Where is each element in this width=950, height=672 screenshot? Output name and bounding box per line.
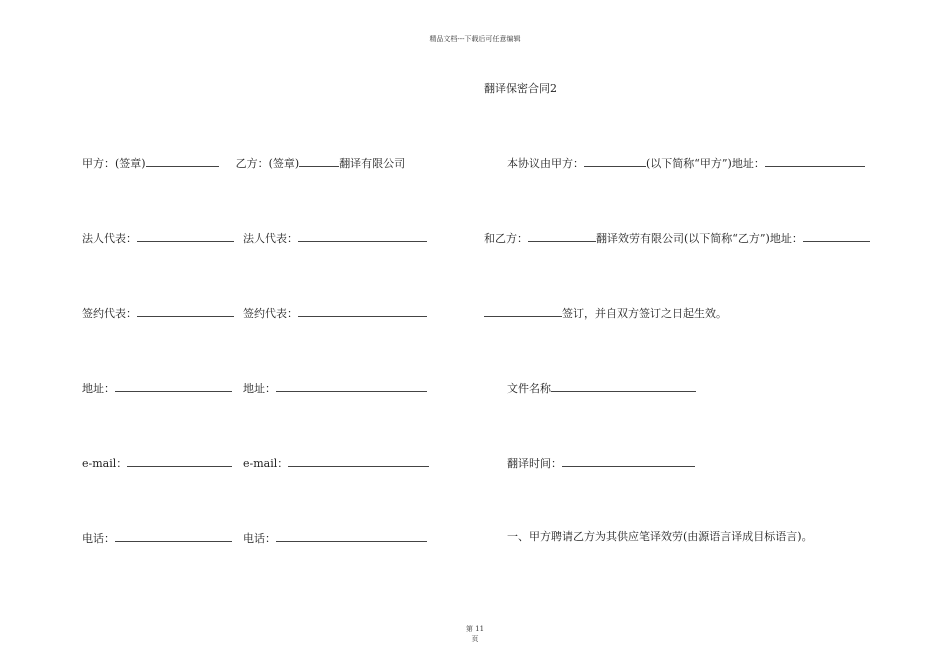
legal-rep-b-row: [243, 230, 427, 246]
phone-a-blank: [115, 530, 232, 542]
email-b-label: e-mail：: [243, 457, 289, 470]
page-number: 11: [475, 625, 485, 633]
email-a-label: e-mail：: [82, 457, 128, 470]
file-name-label: 文件名称: [507, 382, 551, 395]
sign-rep-b-row: [243, 305, 427, 321]
signing-location-blank: [484, 305, 562, 317]
party-b-address-blank: [803, 230, 870, 242]
legal-rep-b-blank: [298, 230, 427, 242]
sign-rep-b-blank: [298, 305, 427, 317]
effective-row: [484, 305, 727, 321]
party-b-label: 乙方：(签章): [235, 157, 300, 170]
email-b-blank: [288, 455, 429, 467]
translation-time-blank: [562, 455, 695, 467]
address-b-label: 地址：: [243, 382, 276, 395]
email-a-row: [82, 455, 232, 471]
email-b-row: [243, 455, 429, 471]
agreement-intro-after: (以下简称“甲方”)地址：: [646, 157, 765, 170]
phone-b-row: [243, 530, 427, 546]
legal-rep-a-label: 法人代表：: [82, 232, 137, 245]
party-b-blank: [299, 155, 339, 167]
address-a-row: [82, 380, 232, 396]
party-a-name-blank: [584, 155, 646, 167]
sign-rep-a-row: [82, 305, 234, 321]
signed-effective-text: 签订，并自双方签订之日起生效。: [562, 307, 727, 320]
page-suffix: 页: [471, 635, 479, 643]
translation-time-row: [507, 455, 695, 471]
phone-a-label: 电话：: [82, 532, 115, 545]
address-a-blank: [115, 380, 232, 392]
file-name-blank: [551, 380, 696, 392]
agreement-intro-row: [507, 155, 865, 171]
clause-one: 一、甲方聘请乙方为其供应笔译效劳(由源语言译成目标语言)。: [507, 530, 813, 543]
page-header: 精品文档---下载后可任意编辑: [429, 35, 521, 43]
signature-row: [82, 155, 405, 171]
party-b-name-blank: [528, 230, 596, 242]
sign-rep-b-label: 签约代表：: [243, 307, 298, 320]
phone-a-row: [82, 530, 232, 546]
file-name-row: [507, 380, 696, 396]
party-b-row: [484, 230, 870, 246]
address-a-label: 地址：: [82, 382, 115, 395]
translation-time-label: 翻译时间：: [507, 457, 562, 470]
page-number-line: [0, 624, 950, 634]
legal-rep-a-blank: [137, 230, 234, 242]
party-b-name: 翻译有限公司: [339, 157, 406, 170]
sign-rep-a-label: 签约代表：: [82, 307, 137, 320]
legal-rep-b-label: 法人代表：: [243, 232, 298, 245]
page-prefix: 第: [465, 625, 473, 633]
phone-b-blank: [276, 530, 427, 542]
document-title: 翻译保密合同2: [484, 82, 557, 95]
party-a-address-blank: [765, 155, 865, 167]
address-b-row: [243, 380, 427, 396]
email-a-blank: [127, 455, 232, 467]
and-party-b-text: 和乙方：: [484, 232, 528, 245]
address-b-blank: [276, 380, 427, 392]
party-b-description: 翻译效劳有限公司(以下简称“乙方”)地址：: [596, 232, 803, 245]
party-a-label: 甲方：(签章): [82, 157, 146, 170]
legal-rep-a-row: [82, 230, 234, 246]
phone-b-label: 电话：: [243, 532, 276, 545]
party-a-blank: [146, 155, 219, 167]
sign-rep-a-blank: [137, 305, 234, 317]
agreement-intro-text: 本协议由甲方：: [507, 157, 584, 170]
